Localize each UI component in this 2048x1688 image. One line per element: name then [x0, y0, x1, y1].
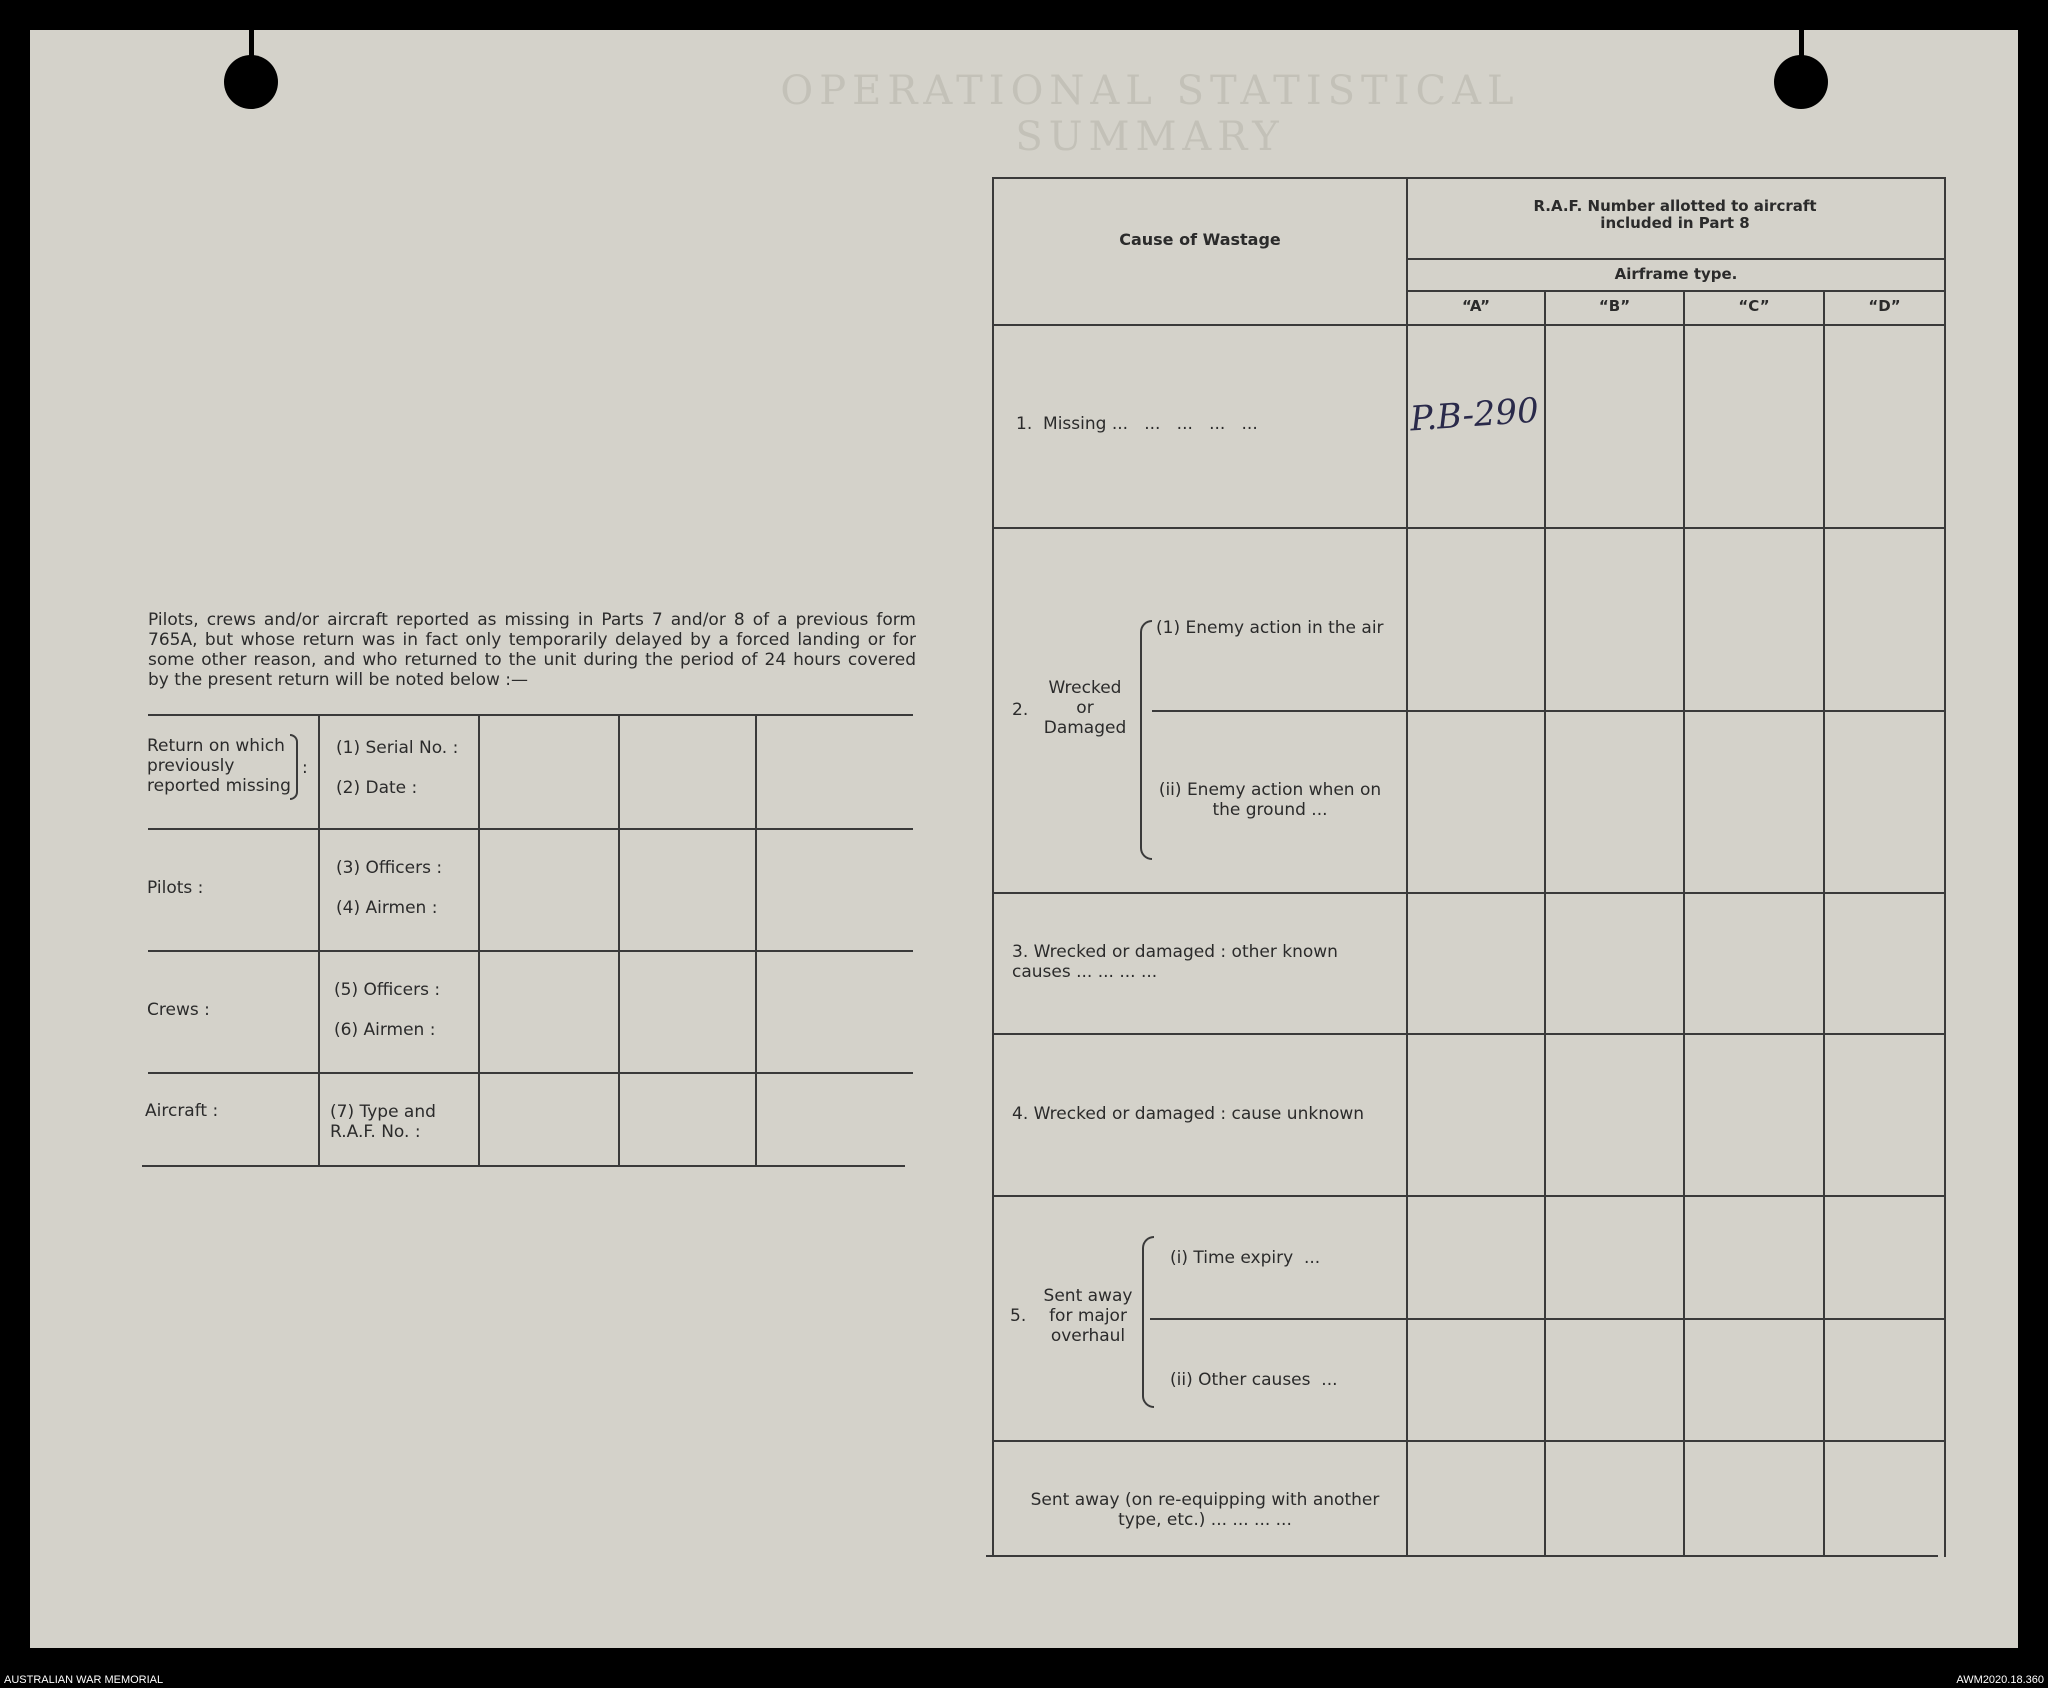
- airframe-type-header: Airframe type.: [1614, 265, 1738, 283]
- header-bottom-rule: [994, 324, 1944, 326]
- left-table-top-rule: [148, 714, 913, 716]
- row-rule-2: [994, 892, 1944, 894]
- row5-number: 5.: [1010, 1306, 1027, 1326]
- handwritten-serial-a: P.B-290: [1408, 390, 1541, 440]
- left-col-rule-1: [318, 716, 320, 1165]
- left-row-rule-2: [148, 950, 913, 952]
- crews-label: Crews :: [147, 1000, 210, 1020]
- left-row-rule-3: [148, 1072, 913, 1074]
- crews-officers-label: (5) Officers :: [334, 980, 441, 1000]
- airframe-header-rule: [1408, 290, 1944, 292]
- pilots-airmen-label: (4) Airmen :: [336, 898, 438, 918]
- left-table-bottom-rule: [142, 1165, 905, 1167]
- pilots-label: Pilots :: [147, 878, 204, 898]
- punch-hole-right: [1774, 55, 1828, 109]
- serial-no-label: (1) Serial No. :: [336, 738, 459, 758]
- row-rule-1: [994, 527, 1944, 529]
- row2-wrecked-damaged-label: Wrecked or Damaged: [1043, 678, 1127, 738]
- column-b-header: “B”: [1598, 297, 1631, 315]
- column-c-header: “C”: [1738, 297, 1770, 315]
- cause-of-wastage-header: Cause of Wastage: [1119, 230, 1281, 249]
- raf-header-rule: [1408, 258, 1944, 260]
- row2-enemy-ground-label: (ii) Enemy action when on the ground ...: [1158, 780, 1382, 820]
- row3-other-known-causes-label: 3. Wrecked or damaged : other known causes ... ... ... ...: [1012, 942, 1338, 982]
- col-cd-divider: [1823, 290, 1825, 1555]
- row5-sub-rule: [1150, 1318, 1944, 1320]
- col-bc-divider: [1683, 290, 1685, 1555]
- return-label: Return on which previously reported missing: [147, 736, 291, 796]
- footer-source-label: AUSTRALIAN WAR MEMORIAL: [4, 1674, 164, 1686]
- raf-number-header: R.A.F. Number allotted to aircraft included in Part 8: [1533, 197, 1817, 232]
- row-rule-5: [994, 1440, 1944, 1442]
- left-col-rule-4: [755, 716, 757, 1165]
- row2-enemy-air-label: (1) Enemy action in the air: [1156, 618, 1384, 638]
- row5-other-causes-label: (ii) Other causes ...: [1170, 1370, 1338, 1390]
- right-table-bottom: [986, 1555, 1938, 1557]
- right-table-right: [1944, 177, 1946, 1557]
- left-row-rule-1: [148, 828, 913, 830]
- missing-note-paragraph: Pilots, crews and/or aircraft reported as missing in Parts 7 and/or 8 of a previous form 765A, but whose return was in fact only temporarily delayed by a forced landing or for some other reason, and who returned to the unit during the period of 24 hours covered by the present return will be noted below :—: [148, 610, 916, 690]
- show-through-heading: OPERATIONAL STATISTICAL SUMMARY: [780, 68, 1520, 160]
- return-label-bracket: [290, 734, 298, 800]
- row4-cause-unknown-label: 4. Wrecked or damaged : cause unknown: [1012, 1104, 1365, 1124]
- col-ab-divider: [1544, 290, 1546, 1555]
- left-col-rule-3: [618, 716, 620, 1165]
- row2-brace: [1140, 620, 1152, 860]
- left-col-rule-2: [478, 716, 480, 1165]
- row2-sub-rule: [1152, 710, 1944, 712]
- column-a-header: “A”: [1461, 297, 1490, 315]
- row5-brace: [1142, 1236, 1154, 1408]
- return-label-colon: :: [302, 758, 308, 778]
- crews-airmen-label: (6) Airmen :: [334, 1020, 436, 1040]
- row-rule-3: [994, 1033, 1944, 1035]
- footer-accession-number: AWM2020.18.360: [1956, 1674, 2044, 1686]
- row-rule-4: [994, 1195, 1944, 1197]
- right-table-top: [994, 177, 1946, 179]
- row6-re-equipping-label: Sent away (on re-equipping with another type, etc.) ... ... ... ...: [1030, 1490, 1380, 1530]
- right-table-left: [992, 177, 994, 1557]
- row5-time-expiry-label: (i) Time expiry ...: [1170, 1248, 1321, 1268]
- row-missing-label: 1. Missing ... ... ... ... ...: [1016, 414, 1258, 434]
- aircraft-type-label: (7) Type and R.A.F. No. :: [330, 1102, 436, 1142]
- cause-col-divider: [1406, 177, 1408, 1555]
- date-label: (2) Date :: [336, 778, 418, 798]
- row2-number: 2.: [1012, 700, 1029, 720]
- punch-hole-left: [224, 55, 278, 109]
- row5-sent-away-overhaul-label: Sent away for major overhaul: [1043, 1286, 1133, 1346]
- aircraft-label: Aircraft :: [145, 1101, 219, 1121]
- pilots-officers-label: (3) Officers :: [336, 858, 443, 878]
- column-d-header: “D”: [1868, 297, 1901, 315]
